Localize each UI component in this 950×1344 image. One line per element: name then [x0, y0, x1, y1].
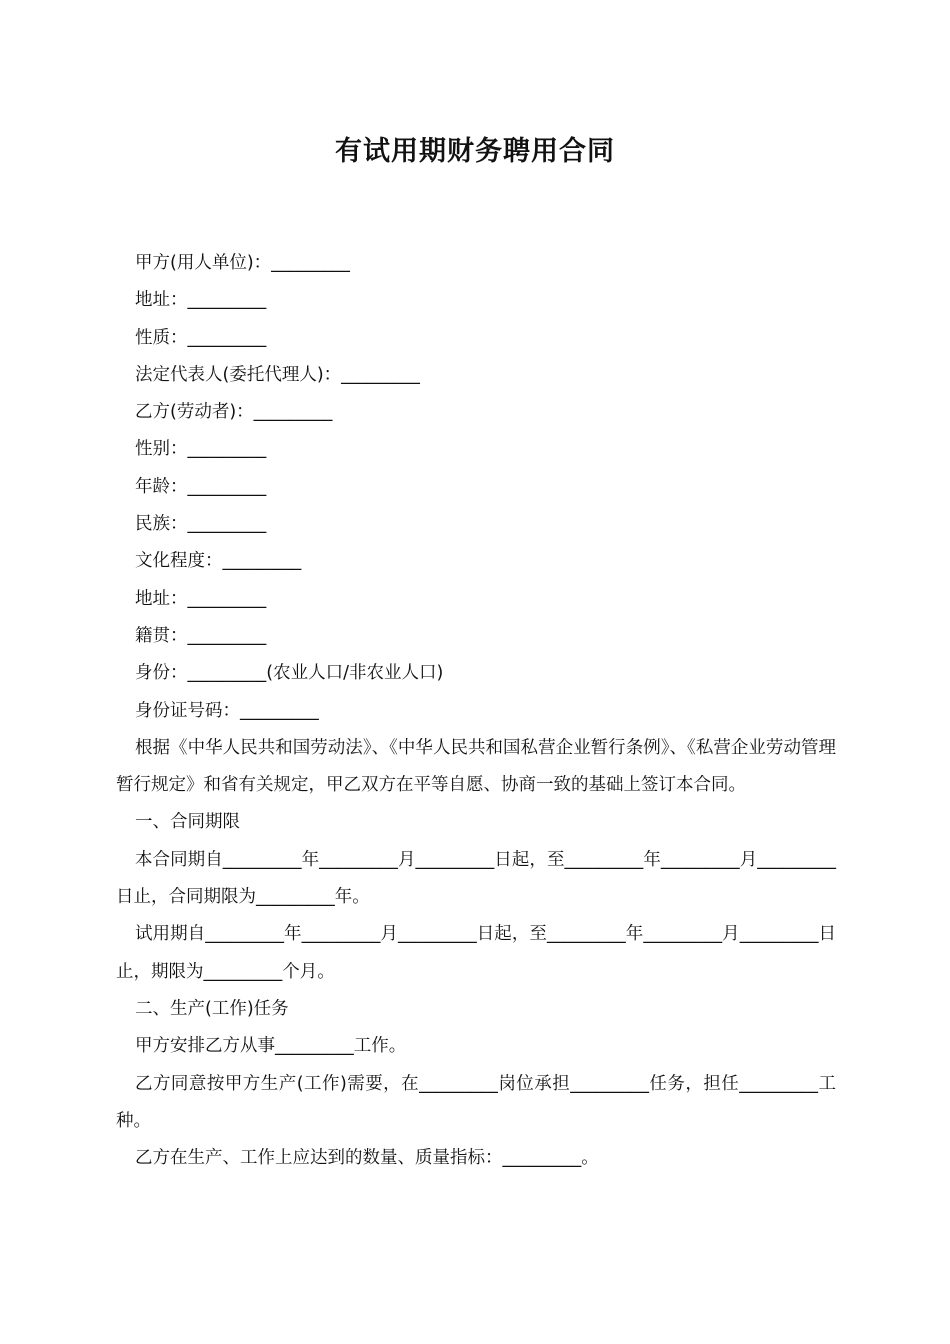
- document-title: 有试用期财务聘用合同: [335, 136, 615, 167]
- position-paragraph: 乙方同意按甲方生产(工作)需要，在_________岗位承担_________任务，担任_________工种。: [116, 1073, 836, 1131]
- field-id-number: 身份证号码：_________: [135, 700, 319, 721]
- section-heading-term: 一、合同期限: [135, 812, 240, 833]
- intro-paragraph: 根据《中华人民共和国劳动法》、《中华人民共和国私营企业暂行条例》、《私营企业劳动管理暂行规定》和省有关规定，甲乙双方在平等自愿、协商一致的基础上签订本合同。: [116, 737, 836, 796]
- field-native-place: 籍贯：_________: [135, 625, 267, 646]
- field-identity: 身份：_________(农业人口/非农业人口): [135, 663, 444, 684]
- field-party-b: 乙方(劳动者)：_________: [135, 402, 333, 423]
- field-nature: 性质：_________: [135, 327, 267, 348]
- contract-term-paragraph: 本合同期自_________年_________月_________日起，至_________年_________月_________日止，合同期限为_________年。: [116, 849, 836, 908]
- field-legal-representative: 法定代表人(委托代理人)：_________: [135, 364, 420, 385]
- work-assignment-paragraph: 甲方安排乙方从事_________工作。: [135, 1036, 407, 1057]
- probation-term-paragraph: 试用期自_________年_________月_________日起，至_________年_________月_________日止，期限为_________个月。: [116, 924, 836, 982]
- section-heading-tasks: 二、生产(工作)任务: [135, 998, 289, 1019]
- field-age: 年龄：_________: [135, 476, 267, 497]
- field-party-a-address: 地址：_________: [135, 290, 267, 311]
- field-ethnicity: 民族：_________: [135, 514, 267, 535]
- field-party-a: 甲方(用人单位)：_________: [135, 253, 350, 273]
- quota-paragraph: 乙方在生产、工作上应达到的数量、质量指标：_________。: [135, 1148, 599, 1169]
- field-gender: 性别：_________: [135, 439, 267, 460]
- field-education: 文化程度：_________: [135, 551, 302, 572]
- document-body: [116, 245, 836, 1177]
- field-party-b-address: 地址：_________: [135, 588, 267, 609]
